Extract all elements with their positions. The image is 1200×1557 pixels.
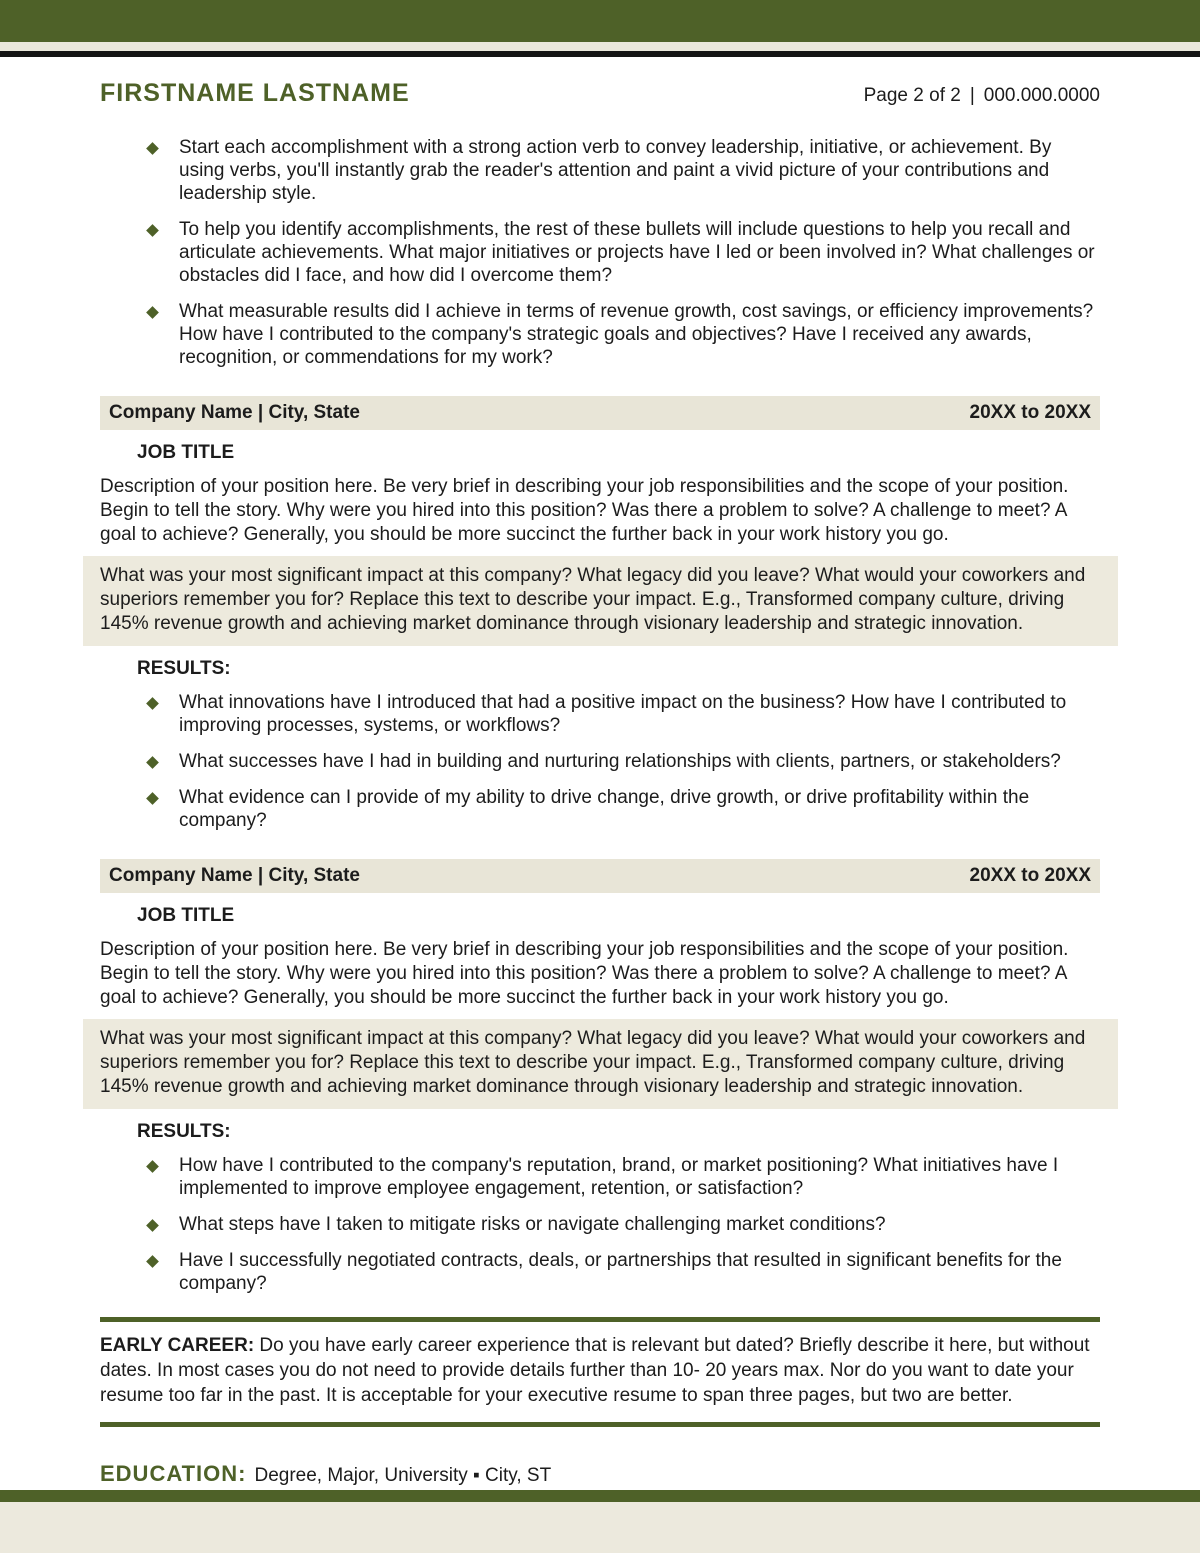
diamond-bullet-icon (146, 224, 159, 237)
diamond-bullet-icon (146, 1255, 159, 1268)
job-description: Description of your position here. Be very brief in describing your job responsibilities and the scope of your position. Begin to tell the story. Why were you hired into this position? Was there a problem to solve? A challenge to meet? A goal to achieve? Generally, you should be more succinct the further back in your work history you go. (100, 476, 1069, 545)
diamond-bullet-icon (146, 792, 159, 805)
diamond-bullet-icon (146, 142, 159, 155)
company-dates: 20XX to 20XX (969, 865, 1091, 886)
phone-number: 000.000.0000 (983, 85, 1100, 106)
job-section (100, 859, 1100, 1295)
company-header-bar (100, 859, 1100, 893)
pipe-separator: | (969, 85, 975, 106)
footer-green-bar (0, 1490, 1200, 1502)
top-green-bar (0, 0, 1200, 42)
company-header-bar (100, 396, 1100, 430)
page-info (864, 85, 1100, 107)
bullet-text: Start each accomplishment with a strong action verb to convey leadership, initiative, or achievement. By using verbs, you'll instantly grab the reader's attention and paint a vivid picture of your contributions and leadership style. (179, 137, 1052, 204)
job-title: JOB TITLE (137, 442, 235, 463)
bullet-text: What evidence can I provide of my ability to drive change, drive growth, or drive profitability within the company? (179, 787, 1030, 831)
results-bullet-list (100, 1154, 1100, 1295)
company-name: Company Name | City, State (109, 865, 360, 886)
bullet-text: How have I contributed to the company's reputation, brand, or market positioning? What initiatives have I implemented to improve employee engagement, retention, or satisfaction? (179, 1155, 1059, 1199)
page-content (0, 79, 1200, 1557)
education-text: Degree, Major, University ▪ City, ST (254, 1465, 552, 1486)
list-item (100, 1154, 1100, 1200)
early-career-text: Do you have early career experience that is relevant but dated? Briefly describe it here, but without dates. In most cases you do not need to provide details further than 10- 20 years max. Nor do you want to date your resume too far in the past. It is acceptable for your executive resume to span three pages, but two are better. (100, 1335, 1090, 1406)
list-item (100, 218, 1100, 287)
job-section (100, 396, 1100, 832)
impact-highlight: What was your most significant impact at this company? What legacy did you leave? What would your coworkers and superiors remember you for? Replace this text to describe your impact. E.g., Transformed company culture, driving 145% revenue growth and achieving market dominance through visionary leadership and strategic innovation. (83, 556, 1118, 646)
bullet-text: Have I successfully negotiated contracts, deals, or partnerships that resulted in significant benefits for the company? (179, 1250, 1062, 1294)
diamond-bullet-icon (146, 1219, 159, 1232)
top-black-rule (0, 51, 1200, 57)
diamond-bullet-icon (146, 306, 159, 319)
list-item (100, 750, 1100, 773)
list-item (100, 1249, 1100, 1295)
list-item (100, 300, 1100, 369)
early-career-label: EARLY CAREER: (100, 1335, 255, 1356)
list-item (100, 691, 1100, 737)
results-heading: RESULTS: (137, 1121, 231, 1142)
page-header (100, 79, 1100, 108)
page-number: Page 2 of 2 (863, 85, 961, 106)
early-career-section (100, 1317, 1100, 1427)
bullet-text: What steps have I taken to mitigate risks or navigate challenging market conditions? (179, 1214, 886, 1235)
bullet-text: What successes have I had in building and nurturing relationships with clients, partners, or stakeholders? (179, 751, 1061, 772)
bullet-text: To help you identify accomplishments, the rest of these bullets will include questions to help you recall and articulate achievements. What major initiatives or projects have I led or been involved in? What challenges or obstacles did I face, and how did I overcome them? (179, 219, 1095, 286)
list-item (100, 1213, 1100, 1236)
impact-highlight: What was your most significant impact at this company? What legacy did you leave? What would your coworkers and superiors remember you for? Replace this text to describe your impact. E.g., Transformed company culture, driving 145% revenue growth and achieving market dominance through visionary leadership and strategic innovation. (83, 1019, 1118, 1109)
list-item (100, 136, 1100, 205)
intro-bullet-list (100, 136, 1100, 369)
company-name: Company Name | City, State (109, 402, 360, 423)
diamond-bullet-icon (146, 756, 159, 769)
education-section (100, 1461, 1100, 1487)
job-title: JOB TITLE (137, 905, 235, 926)
top-cream-stripe (0, 42, 1200, 51)
diamond-bullet-icon (146, 697, 159, 710)
list-item (100, 786, 1100, 832)
bullet-text: What innovations have I introduced that had a positive impact on the business? How have I contributed to improving processes, systems, or workflows? (179, 692, 1067, 736)
education-heading: EDUCATION: (100, 1461, 247, 1486)
diamond-bullet-icon (146, 1160, 159, 1173)
name-title: FIRSTNAME LASTNAME (100, 79, 410, 107)
results-bullet-list (100, 691, 1100, 832)
bullet-text: What measurable results did I achieve in terms of revenue growth, cost savings, or efficiency improvements? How have I contributed to the company's strategic goals and objectives? Have I received any awards, recognition, or commendations for my work? (179, 301, 1094, 368)
company-dates: 20XX to 20XX (969, 402, 1091, 423)
footer-cream-bar (0, 1502, 1200, 1553)
results-heading: RESULTS: (137, 658, 231, 679)
job-description: Description of your position here. Be very brief in describing your job responsibilities and the scope of your position. Begin to tell the story. Why were you hired into this position? Was there a problem to solve? A challenge to meet? A goal to achieve? Generally, you should be more succinct the further back in your work history you go. (100, 939, 1069, 1008)
